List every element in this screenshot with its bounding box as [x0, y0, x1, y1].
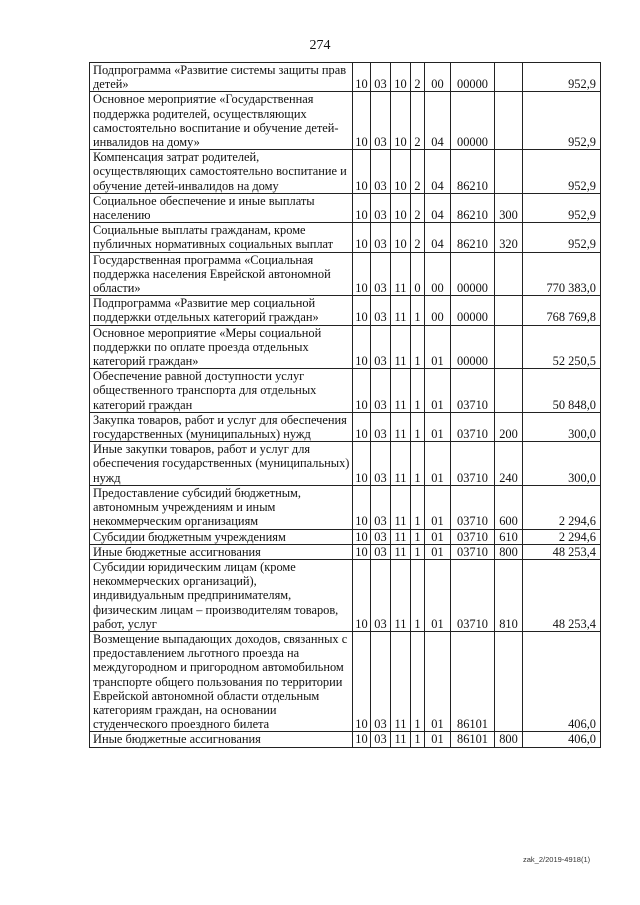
- table-row: [90, 92, 601, 150]
- subprogram-code: 1: [411, 369, 425, 413]
- table-row: [90, 369, 601, 413]
- section-code: 10: [353, 150, 371, 194]
- event-code: 01: [425, 442, 451, 486]
- subsection-code: 03: [371, 63, 391, 92]
- table-row: [90, 325, 601, 369]
- document-code: zak_2/2019-4918(1): [523, 855, 591, 864]
- row-name: Подпрограмма «Развитие системы защиты прав детей»: [90, 63, 353, 92]
- table-row: [90, 529, 601, 544]
- row-name: Иные бюджетные ассигнования: [90, 544, 353, 559]
- amount: 300,0: [523, 442, 601, 486]
- expense-type-code: 320: [495, 223, 523, 252]
- subprogram-code: 1: [411, 529, 425, 544]
- amount: 300,0: [523, 412, 601, 441]
- direction-code: 00000: [451, 63, 495, 92]
- direction-code: 00000: [451, 325, 495, 369]
- row-name: Предоставление субсидий бюджетным, автономным учреждениям и иным некоммерческим организациям: [90, 485, 353, 529]
- subsection-code: 03: [371, 325, 391, 369]
- subprogram-code: 2: [411, 92, 425, 150]
- amount: 952,9: [523, 223, 601, 252]
- section-code: 10: [353, 296, 371, 325]
- subsection-code: 03: [371, 442, 391, 486]
- subprogram-code: 1: [411, 325, 425, 369]
- section-code: 10: [353, 485, 371, 529]
- program-code: 11: [391, 442, 411, 486]
- subprogram-code: 1: [411, 296, 425, 325]
- expense-type-code: 800: [495, 544, 523, 559]
- section-code: 10: [353, 369, 371, 413]
- program-code: 11: [391, 631, 411, 731]
- expense-type-code: [495, 63, 523, 92]
- program-code: 11: [391, 529, 411, 544]
- direction-code: 03710: [451, 559, 495, 631]
- direction-code: 86210: [451, 223, 495, 252]
- event-code: 01: [425, 631, 451, 731]
- section-code: 10: [353, 529, 371, 544]
- program-code: 11: [391, 732, 411, 747]
- amount: 770 383,0: [523, 252, 601, 296]
- expense-type-code: [495, 369, 523, 413]
- subsection-code: 03: [371, 252, 391, 296]
- page-number: 274: [309, 38, 331, 53]
- section-code: 10: [353, 631, 371, 731]
- program-code: 11: [391, 325, 411, 369]
- amount: 952,9: [523, 63, 601, 92]
- direction-code: 03710: [451, 412, 495, 441]
- section-code: 10: [353, 193, 371, 222]
- expense-type-code: 600: [495, 485, 523, 529]
- subsection-code: 03: [371, 412, 391, 441]
- subprogram-code: 1: [411, 485, 425, 529]
- table-row: [90, 150, 601, 194]
- event-code: 01: [425, 544, 451, 559]
- event-code: 01: [425, 559, 451, 631]
- row-name: Подпрограмма «Развитие мер социальной поддержки отдельных категорий граждан»: [90, 296, 353, 325]
- subsection-code: 03: [371, 296, 391, 325]
- program-code: 10: [391, 92, 411, 150]
- section-code: 10: [353, 544, 371, 559]
- direction-code: 03710: [451, 442, 495, 486]
- amount: 406,0: [523, 732, 601, 747]
- expense-type-code: 240: [495, 442, 523, 486]
- subsection-code: 03: [371, 485, 391, 529]
- subprogram-code: 2: [411, 193, 425, 222]
- subprogram-code: 0: [411, 252, 425, 296]
- direction-code: 00000: [451, 252, 495, 296]
- row-name: Основное мероприятие «Меры социальной поддержки по оплате проезда отдельных категорий граждан»: [90, 325, 353, 369]
- expense-type-code: [495, 631, 523, 731]
- program-code: 11: [391, 252, 411, 296]
- event-code: 00: [425, 252, 451, 296]
- direction-code: 86101: [451, 732, 495, 747]
- expense-type-code: 300: [495, 193, 523, 222]
- subprogram-code: 1: [411, 631, 425, 731]
- row-name: Основное мероприятие «Государственная поддержка родителей, осуществляющих самостоятельно воспитание и обучение детей-инвалидов на дому»: [90, 92, 353, 150]
- event-code: 01: [425, 485, 451, 529]
- event-code: 01: [425, 732, 451, 747]
- amount: 52 250,5: [523, 325, 601, 369]
- table-row: [90, 732, 601, 747]
- direction-code: 03710: [451, 529, 495, 544]
- program-code: 11: [391, 412, 411, 441]
- event-code: 01: [425, 412, 451, 441]
- subprogram-code: 2: [411, 63, 425, 92]
- row-name: Компенсация затрат родителей, осуществляющих самостоятельно воспитание и обучение детей-инвалидов на дому: [90, 150, 353, 194]
- program-code: 10: [391, 63, 411, 92]
- amount: 952,9: [523, 193, 601, 222]
- table-row: [90, 559, 601, 631]
- row-name: Иные бюджетные ассигнования: [90, 732, 353, 747]
- expense-type-code: 800: [495, 732, 523, 747]
- event-code: 04: [425, 193, 451, 222]
- direction-code: 03710: [451, 485, 495, 529]
- table-row: [90, 193, 601, 222]
- amount: 768 769,8: [523, 296, 601, 325]
- section-code: 10: [353, 325, 371, 369]
- subsection-code: 03: [371, 529, 391, 544]
- table-row: [90, 63, 601, 92]
- row-name: Иные закупки товаров, работ и услуг для обеспечения государственных (муниципальных) нужд: [90, 442, 353, 486]
- subsection-code: 03: [371, 559, 391, 631]
- direction-code: 00000: [451, 92, 495, 150]
- program-code: 11: [391, 369, 411, 413]
- expense-type-code: [495, 296, 523, 325]
- event-code: 00: [425, 296, 451, 325]
- event-code: 04: [425, 223, 451, 252]
- row-name: Обеспечение равной доступности услуг общественного транспорта для отдельных категорий граждан: [90, 369, 353, 413]
- amount: 2 294,6: [523, 529, 601, 544]
- budget-table: [89, 62, 601, 748]
- expense-type-code: 810: [495, 559, 523, 631]
- expense-type-code: [495, 150, 523, 194]
- direction-code: 03710: [451, 544, 495, 559]
- subsection-code: 03: [371, 223, 391, 252]
- subsection-code: 03: [371, 544, 391, 559]
- expense-type-code: 610: [495, 529, 523, 544]
- direction-code: 86210: [451, 150, 495, 194]
- section-code: 10: [353, 732, 371, 747]
- event-code: 01: [425, 325, 451, 369]
- event-code: 04: [425, 92, 451, 150]
- program-code: 11: [391, 296, 411, 325]
- expense-type-code: [495, 325, 523, 369]
- table-row: [90, 442, 601, 486]
- amount: 952,9: [523, 92, 601, 150]
- subsection-code: 03: [371, 369, 391, 413]
- row-name: Возмещение выпадающих доходов, связанных с предоставлением льготного проезда на междугородном и пригородном автомобильном транспорте общего пользования по территории Еврейской автономной области отдельным категориям граждан, на основании студенческого проездного билета: [90, 631, 353, 731]
- row-name: Социальное обеспечение и иные выплаты населению: [90, 193, 353, 222]
- amount: 952,9: [523, 150, 601, 194]
- table-row: [90, 252, 601, 296]
- subprogram-code: 1: [411, 442, 425, 486]
- program-code: 10: [391, 150, 411, 194]
- direction-code: 00000: [451, 296, 495, 325]
- program-code: 10: [391, 193, 411, 222]
- section-code: 10: [353, 223, 371, 252]
- table-row: [90, 544, 601, 559]
- row-name: Субсидии юридическим лицам (кроме некоммерческих организаций), индивидуальным предпринимателям, физическим лицам – производителям товаров, работ, услуг: [90, 559, 353, 631]
- subsection-code: 03: [371, 150, 391, 194]
- subsection-code: 03: [371, 92, 391, 150]
- subprogram-code: 1: [411, 412, 425, 441]
- event-code: 01: [425, 369, 451, 413]
- section-code: 10: [353, 559, 371, 631]
- row-name: Закупка товаров, работ и услуг для обеспечения государственных (муниципальных) нужд: [90, 412, 353, 441]
- subprogram-code: 1: [411, 732, 425, 747]
- amount: 48 253,4: [523, 559, 601, 631]
- program-code: 10: [391, 223, 411, 252]
- row-name: Государственная программа «Социальная поддержка населения Еврейской автономной области»: [90, 252, 353, 296]
- direction-code: 86101: [451, 631, 495, 731]
- subprogram-code: 1: [411, 559, 425, 631]
- direction-code: 03710: [451, 369, 495, 413]
- section-code: 10: [353, 252, 371, 296]
- amount: 2 294,6: [523, 485, 601, 529]
- direction-code: 86210: [451, 193, 495, 222]
- program-code: 11: [391, 559, 411, 631]
- program-code: 11: [391, 544, 411, 559]
- table-row: [90, 412, 601, 441]
- table-row: [90, 223, 601, 252]
- amount: 48 253,4: [523, 544, 601, 559]
- subsection-code: 03: [371, 193, 391, 222]
- subprogram-code: 2: [411, 150, 425, 194]
- section-code: 10: [353, 442, 371, 486]
- table-row: [90, 631, 601, 731]
- event-code: 04: [425, 150, 451, 194]
- subprogram-code: 1: [411, 544, 425, 559]
- expense-type-code: [495, 252, 523, 296]
- amount: 406,0: [523, 631, 601, 731]
- subsection-code: 03: [371, 631, 391, 731]
- subprogram-code: 2: [411, 223, 425, 252]
- row-name: Субсидии бюджетным учреждениям: [90, 529, 353, 544]
- table-row: [90, 296, 601, 325]
- section-code: 10: [353, 92, 371, 150]
- section-code: 10: [353, 412, 371, 441]
- subsection-code: 03: [371, 732, 391, 747]
- row-name: Социальные выплаты гражданам, кроме публичных нормативных социальных выплат: [90, 223, 353, 252]
- program-code: 11: [391, 485, 411, 529]
- section-code: 10: [353, 63, 371, 92]
- event-code: 01: [425, 529, 451, 544]
- expense-type-code: [495, 92, 523, 150]
- expense-type-code: 200: [495, 412, 523, 441]
- amount: 50 848,0: [523, 369, 601, 413]
- event-code: 00: [425, 63, 451, 92]
- table-row: [90, 485, 601, 529]
